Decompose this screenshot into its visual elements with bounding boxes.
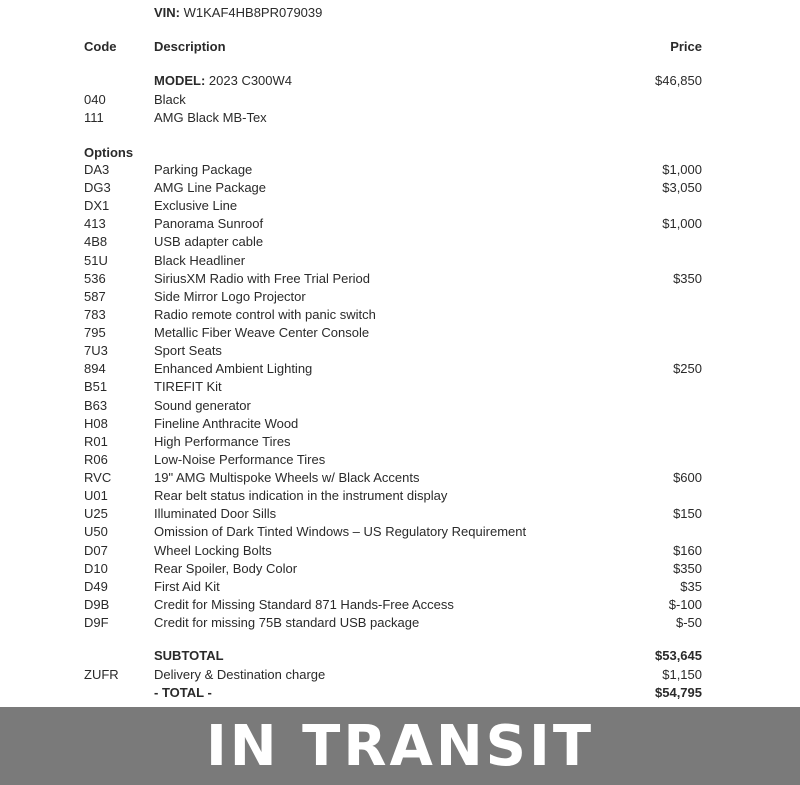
line-item-code: DX1	[84, 198, 110, 214]
line-item-price: $150	[673, 506, 702, 522]
line-item-row	[0, 397, 800, 415]
line-item-row	[0, 505, 800, 523]
line-item-row	[0, 342, 800, 360]
line-item-row	[0, 415, 800, 433]
line-item-description: High Performance Tires	[154, 433, 291, 449]
line-item-code: 4B8	[84, 234, 108, 250]
line-item-row	[0, 324, 800, 342]
line-item-code: RVC	[84, 470, 112, 486]
line-item-row	[0, 179, 800, 197]
line-item-description: Metallic Fiber Weave Center Console	[154, 325, 370, 341]
line-item-description: 19" AMG Multispoke Wheels w/ Black Accents	[154, 470, 420, 486]
line-item-description: Sport Seats	[154, 343, 222, 359]
line-item-code: U25	[84, 506, 108, 522]
line-item-code: DA3	[84, 162, 110, 177]
line-item-row	[0, 161, 800, 179]
line-item-code: 413	[84, 216, 106, 232]
line-item-row	[0, 91, 800, 109]
line-item-description: AMG Line Package	[154, 180, 267, 196]
line-item-code: D9B	[84, 596, 110, 612]
line-item-row	[0, 614, 800, 632]
options-label: Options	[84, 145, 134, 160]
line-item-row	[0, 109, 800, 127]
line-item-row	[0, 487, 800, 505]
line-item-price: $1,000	[662, 216, 702, 232]
line-item-row	[0, 215, 800, 233]
model-value: 2023 C300W4	[208, 73, 293, 88]
line-item-code: H08	[84, 415, 108, 431]
line-item-code: 7U3	[84, 343, 108, 359]
line-item-description: TIREFIT Kit	[154, 379, 222, 395]
vin-value: W1KAF4HB8PR079039	[183, 5, 323, 20]
line-item-description: Enhanced Ambient Lighting	[154, 361, 313, 377]
line-item-description: Illuminated Door Sills	[154, 506, 277, 522]
line-item-description: Parking Package	[154, 162, 253, 177]
line-item-price: $350	[673, 560, 702, 576]
subtotal-row	[0, 647, 800, 665]
line-item-row	[0, 560, 800, 578]
vin-label: VIN:	[154, 5, 180, 20]
line-item-description: Panorama Sunroof	[154, 216, 264, 232]
line-item-row	[0, 306, 800, 324]
line-item-row	[0, 542, 800, 560]
options-heading-row	[0, 144, 800, 162]
line-item-row	[0, 288, 800, 306]
header-description: Description	[154, 39, 226, 54]
total-label: - TOTAL -	[154, 685, 212, 700]
line-item-description: Sound generator	[154, 397, 251, 413]
line-item-code: 51U	[84, 252, 108, 268]
line-item-code: R06	[84, 451, 108, 467]
line-item-code: 111	[84, 110, 104, 125]
line-item-price: $600	[673, 470, 702, 486]
model-label: MODEL:	[154, 73, 206, 88]
line-item-row	[0, 378, 800, 396]
line-item-row	[0, 433, 800, 451]
line-item-code: 536	[84, 270, 106, 286]
line-item-price: $350	[673, 270, 702, 286]
line-item-code: D07	[84, 542, 108, 558]
line-item-description: Rear belt status indication in the instrument display	[154, 488, 448, 504]
line-item-description: Low-Noise Performance Tires	[154, 451, 326, 467]
line-item-description: SiriusXM Radio with Free Trial Period	[154, 270, 371, 286]
line-item-description: Black	[154, 92, 186, 107]
line-item-price: $160	[673, 542, 702, 558]
line-item-price: $35	[680, 578, 702, 594]
line-item-row	[0, 578, 800, 596]
line-item-code: 894	[84, 361, 106, 377]
line-item-description: Black Headliner	[154, 252, 246, 268]
model-price: $46,850	[655, 73, 702, 88]
delivery-description: Delivery & Destination charge	[154, 667, 326, 682]
subtotal-label: SUBTOTAL	[154, 648, 224, 663]
line-item-code: B51	[84, 379, 108, 395]
model-row	[0, 72, 800, 90]
line-item-row	[0, 523, 800, 541]
line-item-description: Rear Spoiler, Body Color	[154, 560, 298, 576]
line-item-row	[0, 233, 800, 251]
line-item-description: First Aid Kit	[154, 578, 220, 594]
line-item-code: B63	[84, 397, 108, 413]
line-item-row	[0, 469, 800, 487]
delivery-code: ZUFR	[84, 667, 119, 682]
line-item-row	[0, 197, 800, 215]
line-item-code: DG3	[84, 180, 111, 196]
line-item-description: Credit for missing 75B standard USB package	[154, 615, 420, 630]
line-item-price: $-100	[668, 596, 702, 612]
line-item-row	[0, 451, 800, 469]
line-item-description: USB adapter cable	[154, 234, 264, 250]
header-price: Price	[670, 39, 702, 54]
line-item-description: Exclusive Line	[154, 198, 238, 214]
line-item-description: AMG Black MB-Tex	[154, 110, 267, 125]
line-item-code: D10	[84, 560, 108, 576]
line-item-code: 587	[84, 288, 106, 304]
line-item-description: Radio remote control with panic switch	[154, 306, 376, 322]
total-row	[0, 684, 800, 702]
line-item-code: U01	[84, 488, 108, 504]
line-item-row	[0, 596, 800, 614]
delivery-row	[0, 666, 800, 684]
vin-line	[154, 5, 322, 20]
line-item-price: $1,000	[662, 162, 702, 177]
line-item-description: Side Mirror Logo Projector	[154, 288, 306, 304]
total-price: $54,795	[655, 685, 702, 700]
header-code: Code	[84, 39, 117, 54]
line-item-description: Omission of Dark Tinted Windows – US Regulatory Requirement	[154, 524, 527, 540]
line-item-code: 795	[84, 325, 106, 341]
in-transit-text: IN TRANSIT	[205, 713, 595, 779]
line-item-description: Fineline Anthracite Wood	[154, 415, 299, 431]
line-item-description: Credit for Missing Standard 871 Hands-Free Access	[154, 596, 454, 612]
line-item-row	[0, 270, 800, 288]
line-item-row	[0, 252, 800, 270]
line-item-code: D49	[84, 578, 108, 594]
line-item-code: 783	[84, 306, 106, 322]
line-item-code: R01	[84, 433, 108, 449]
line-item-description: Wheel Locking Bolts	[154, 542, 272, 558]
line-item-price: $3,050	[662, 180, 702, 196]
line-item-code: 040	[84, 92, 106, 107]
line-item-code: D9F	[84, 615, 109, 630]
in-transit-banner	[0, 707, 800, 785]
line-item-code: U50	[84, 524, 108, 540]
model-desc	[154, 72, 292, 90]
delivery-price: $1,150	[662, 667, 702, 682]
line-item-price: $-50	[675, 615, 702, 630]
line-item-price: $250	[673, 361, 702, 377]
line-item-row	[0, 360, 800, 378]
subtotal-price: $53,645	[655, 648, 702, 663]
